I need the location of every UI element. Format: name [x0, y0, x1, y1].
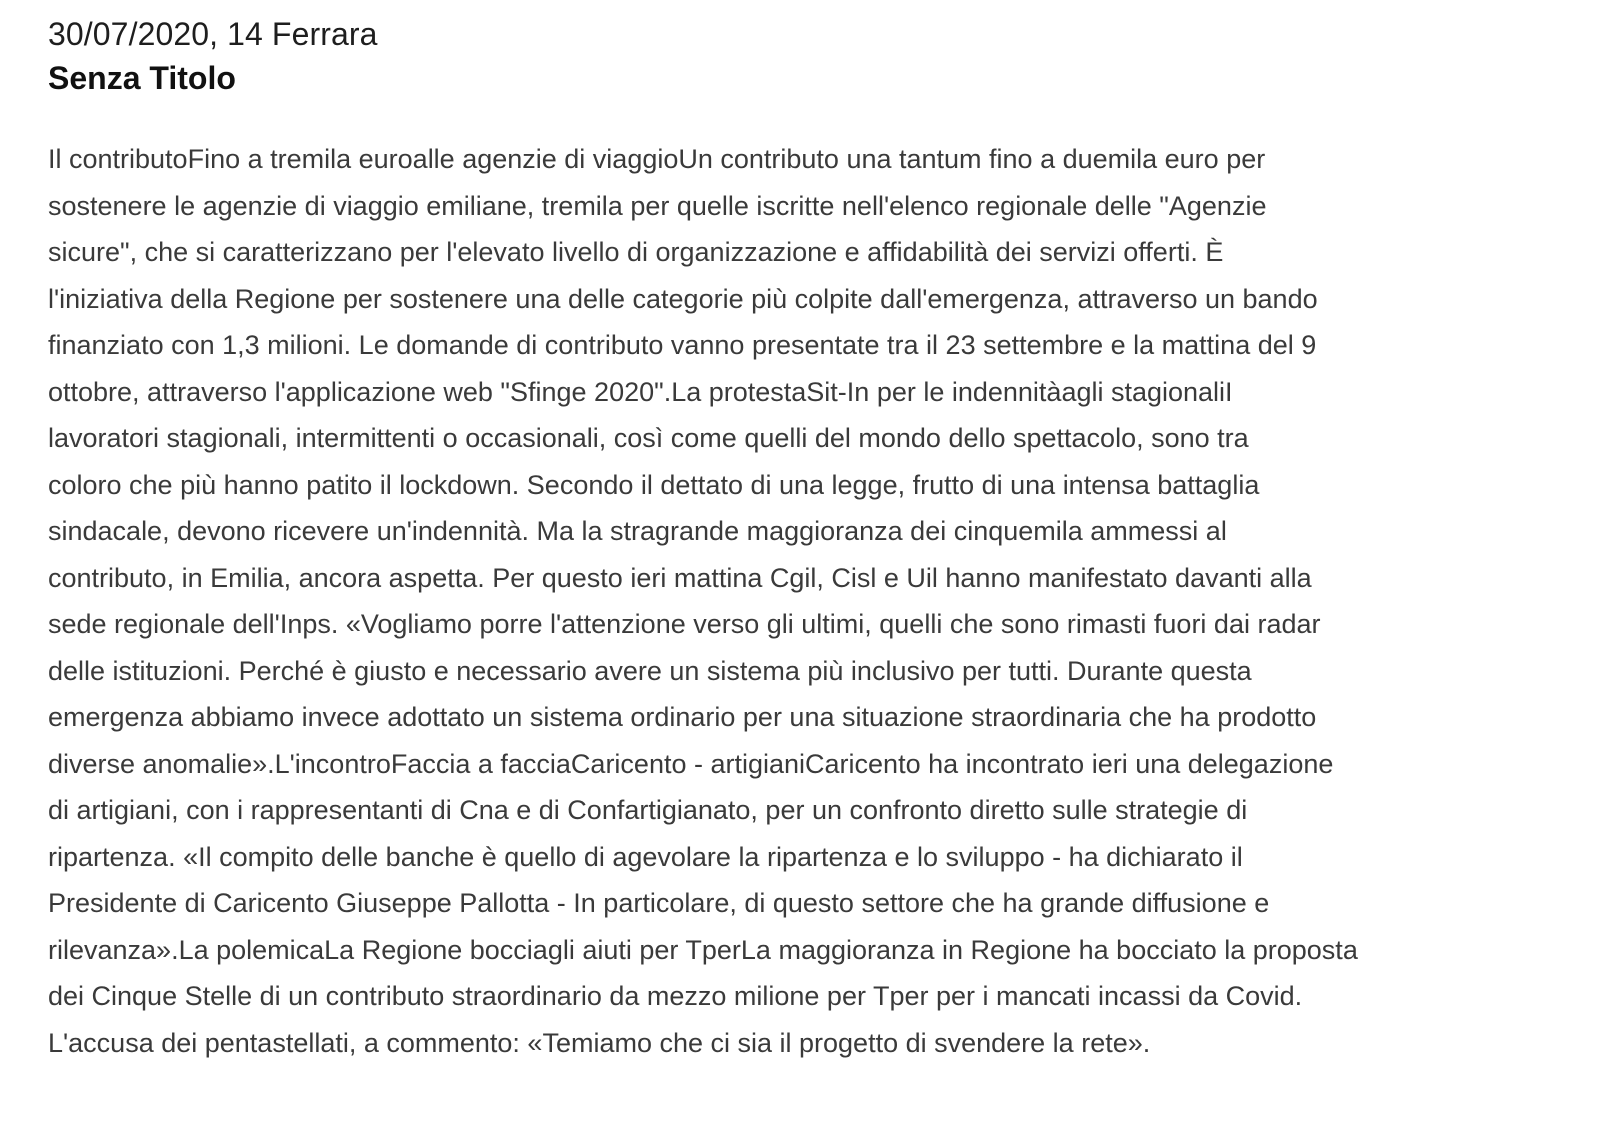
body-line: lavoratori stagionali, intermittenti o occasionali, così come quelli del mondo dello spettacolo, sono tra [48, 423, 1249, 453]
body-line: rilevanza».La polemicaLa Regione bocciagli aiuti per TperLa maggioranza in Regione ha bocciato la proposta [48, 934, 1358, 965]
body-line: di artigiani, con i rappresentanti di Cna e di Confartigianato, per un confronto diretto sulle strategie di [48, 795, 1248, 825]
article [48, 12, 1548, 1066]
body-line: ripartenza. «Il compito delle banche è quello di agevolare la ripartenza e lo sviluppo - ha dichiarato il [48, 841, 1243, 872]
article-body [48, 136, 1548, 1066]
article-dateline: 30/07/2020, 14 Ferrara [48, 16, 378, 52]
body-line: delle istituzioni. Perché è giusto e necessario avere un sistema più inclusivo per tutti. Durante questa [48, 655, 1252, 686]
body-line: coloro che più hanno patito il lockdown. Secondo il dettato di una legge, frutto di una intensa battaglia [48, 469, 1260, 500]
body-line: Il contributoFino a tremila euroalle agenzie di viaggioUn contributo una tantum fino a duemila euro per [48, 144, 1266, 174]
body-line: sicure", che si caratterizzano per l'elevato livello di organizzazione e affidabilità dei servizi offerti. È [48, 237, 1224, 267]
body-line: ottobre, attraverso l'applicazione web "Sfinge 2020".La protestaSit-In per le indennitàagli stagionaliI [48, 376, 1233, 407]
body-line: dei Cinque Stelle di un contributo straordinario da mezzo milione per Tper per i mancati incassi da Covid. [48, 981, 1303, 1011]
body-line: diverse anomalie».L'incontroFaccia a facciaCaricento - artigianiCaricento ha incontrato ieri una delegazione [48, 748, 1334, 779]
body-line: emergenza abbiamo invece adottato un sistema ordinario per una situazione straordinaria che ha prodotto [48, 702, 1317, 732]
body-line: Presidente di Caricento Giuseppe Pallotta - In particolare, di questo settore che ha grande diffusione e [48, 888, 1270, 918]
article-title: Senza Titolo [48, 60, 236, 96]
body-line: contributo, in Emilia, ancora aspetta. Per questo ieri mattina Cgil, Cisl e Uil hanno manifestato davanti alla [48, 562, 1312, 593]
body-line: sostenere le agenzie di viaggio emiliane, tremila per quelle iscritte nell'elenco regionale delle "Agenzie [48, 190, 1267, 221]
body-line: l'iniziativa della Regione per sostenere una delle categorie più colpite dall'emergenza, attraverso un bando [48, 283, 1318, 314]
body-line: sede regionale dell'Inps. «Vogliamo porre l'attenzione verso gli ultimi, quelli che sono rimasti fuori dai radar [48, 609, 1321, 639]
body-line: sindacale, devono ricevere un'indennità. Ma la stragrande maggioranza dei cinquemila ammessi al [48, 516, 1227, 546]
body-line: finanziato con 1,3 milioni. Le domande di contributo vanno presentate tra il 23 settembre e la mattina del 9 [48, 330, 1317, 360]
body-line: L'accusa dei pentastellati, a commento: «Temiamo che ci sia il progetto di svendere la rete». [48, 1027, 1151, 1058]
